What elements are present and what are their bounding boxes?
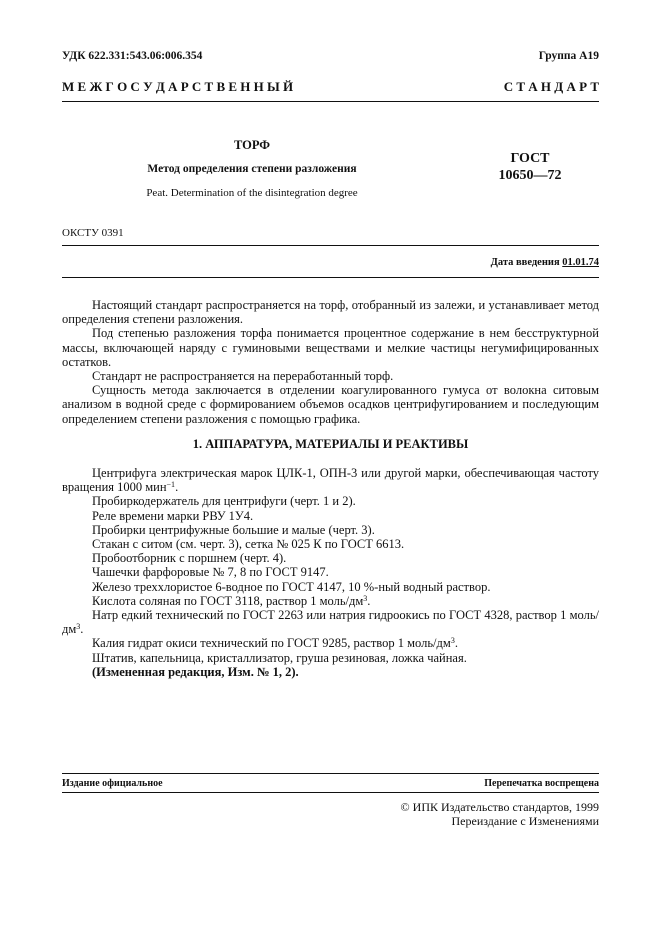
reissue-line: Переиздание с Изменениями (451, 814, 599, 828)
equipment-list (62, 466, 599, 679)
list-item-tripod: Штатив, капельница, кристаллизатор, груша резиновая, ложка чайная. (92, 650, 467, 665)
list-item-beaker: Стакан с ситом (см. черт. 3), сетка № 025 К по ГОСТ 6613. (92, 537, 405, 552)
list-item-centrifuge: Центрифуга электрическая марок ЦЛК-1, ОПН-3 или другой марки, обеспечивающая частоту вращения 1000 мин$^{-1}$. (62, 466, 599, 495)
intro-paragraph: Под степенью разложения торфа понимается процентное содержание в нем бесструктурной массы, включающей наряду с гуминовыми веществами и мелкие частицы негумифицированных остатков. (62, 326, 599, 369)
list-item-tubes: Пробирки центрифужные большие и малые (черт. 3). (92, 522, 375, 537)
list-item-sodium: Натр едкий технический по ГОСТ 2263 или натрия гидроокись по ГОСТ 4328, раствор 1 моль/$дм^3$. (62, 608, 599, 637)
date-rule (62, 277, 599, 278)
footer-rule (62, 773, 599, 774)
okstu-rule (62, 245, 599, 246)
reprint-prohibited-label: Перепечатка воспрещена (484, 778, 599, 789)
banner-rule (62, 101, 599, 102)
copyright-block (401, 800, 599, 828)
introduction-date-value: 01.01.74 (562, 257, 599, 268)
banner-word-interstate: М Е Ж Г О С У Д А Р С Т В Е Н Н Ы Й (62, 79, 294, 94)
official-edition-label: Издание официальное (62, 778, 163, 789)
gost-code: 10650—72 (498, 168, 562, 183)
banner-word-standard: С Т А Н Д А Р Т (503, 79, 599, 94)
document-title: ТОРФ (233, 138, 271, 152)
section-heading: 1. АППАРАТУРА, МАТЕРИАЛЫ И РЕАКТИВЫ (192, 437, 469, 451)
list-item-relay: Реле времени марки РВУ 1У4. (92, 508, 254, 523)
copyright-line: © ИПК Издательство стандартов, 1999 (400, 800, 599, 814)
introduction-date-label: Дата введения (490, 257, 560, 268)
list-item-acid: Кислота соляная по ГОСТ 3118, раствор 1 моль/$дм^3$. (92, 593, 371, 608)
gost-label: ГОСТ (510, 151, 550, 166)
intro-paragraph: Настоящий стандарт распространяется на торф, отобранный из залежи, и устанавливает метод определения степени разложения. (62, 298, 599, 327)
udk-code: УДК 622.331:543.06:006.354 (62, 50, 203, 62)
english-title: Peat. Determination of the disintegration degree (146, 187, 358, 199)
gost-number (470, 150, 590, 184)
okstu-code: ОКСТУ 0391 (62, 227, 124, 239)
group-code: Группа А19 (538, 50, 599, 62)
list-item-potassium: Калия гидрат окиси технический по ГОСТ 9285, раствор 1 моль/$дм^3$. (92, 636, 458, 651)
list-item-sampler: Пробоотборник с поршнем (черт. 4). (92, 551, 287, 566)
intro-text (62, 298, 599, 426)
intro-paragraph: Стандарт не распространяется на переработанный торф. (92, 369, 394, 384)
list-item-cups: Чашечки фарфоровые № 7, 8 по ГОСТ 9147. (92, 565, 329, 580)
list-item-iron: Железо треххлористое 6-водное по ГОСТ 4147, 10 %-ный водный раствор. (92, 579, 491, 594)
introduction-date (491, 257, 599, 268)
amendment-note: (Измененная редакция, Изм. № 1, 2). (92, 664, 299, 679)
list-item-holder: Пробиркодержатель для центрифуги (черт. 1 и 2). (92, 494, 356, 509)
document-subtitle: Метод определения степени разложения (147, 163, 357, 175)
footer-bottom-rule (62, 792, 599, 793)
intro-paragraph: Сущность метода заключается в отделении коагулированного гумуса от волокна ситовым анализом в водной среде с формированием объемов осадков центрифугированием и последующим определением степени разложения с помощью графика. (62, 383, 599, 426)
interstate-standard-banner (62, 79, 599, 95)
